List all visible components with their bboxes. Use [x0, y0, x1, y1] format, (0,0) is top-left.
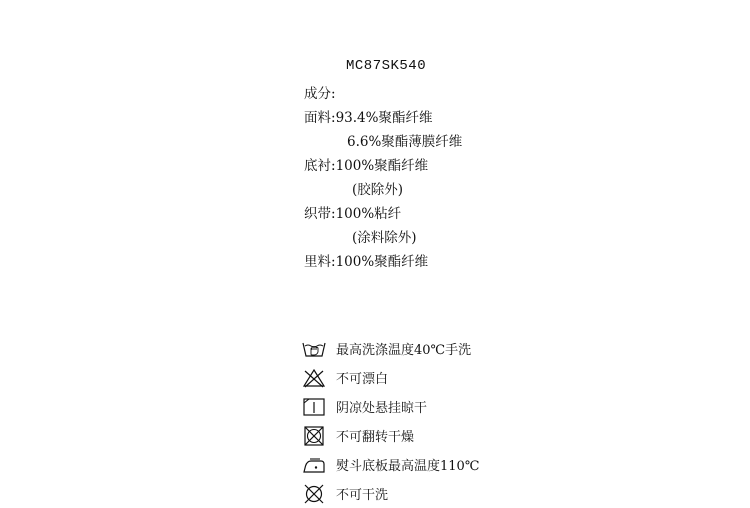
care-item-hand-wash: [302, 334, 479, 363]
composition-value: 93.4%聚酯纤维: [335, 110, 433, 126]
composition-label: 织带:: [304, 206, 336, 222]
care-instructions: [302, 334, 479, 508]
care-text: 不可漂白: [336, 372, 389, 387]
no-tumble-dry-icon: [302, 426, 326, 446]
care-text: 阴凉处悬挂晾干: [336, 401, 428, 416]
composition-value: 6.6%聚酯薄膜纤维: [347, 134, 463, 150]
composition-line: [304, 154, 462, 178]
composition-label: 面料:: [304, 110, 336, 126]
care-item-iron: [302, 450, 479, 479]
care-text: 不可翻转干燥: [336, 430, 415, 445]
care-item-line-dry-shade: [302, 392, 479, 421]
line-dry-shade-icon: [302, 397, 326, 417]
composition-value: 100%聚酯纤维: [335, 254, 429, 270]
care-text: 不可干洗: [336, 488, 389, 503]
composition-label: 里料:: [304, 254, 336, 270]
no-dry-clean-icon: [302, 484, 326, 504]
care-item-no-tumble-dry: [302, 421, 479, 450]
composition-line: [304, 106, 462, 130]
composition-section: [304, 82, 462, 274]
care-item-no-dry-clean: [302, 479, 479, 508]
iron-icon: [302, 455, 326, 475]
composition-line: [304, 250, 462, 274]
care-item-no-bleach: [302, 363, 479, 392]
composition-value: 100%聚酯纤维: [335, 158, 429, 174]
composition-line: [304, 178, 462, 202]
care-text: 熨斗底板最高温度110℃: [336, 459, 480, 474]
composition-value: (胶除外): [352, 182, 404, 198]
composition-value: 100%粘纤: [335, 206, 402, 222]
composition-label: 底衬:: [304, 158, 336, 174]
composition-value: (涂料除外): [352, 230, 417, 246]
care-text: 最高洗涤温度40℃手洗: [336, 343, 472, 358]
composition-line: [304, 130, 462, 154]
composition-line: [304, 226, 462, 250]
no-bleach-icon: [302, 368, 326, 388]
hand-wash-icon: [302, 339, 326, 359]
composition-heading: 成分:: [304, 86, 336, 102]
product-code: MC87SK540: [346, 58, 427, 74]
composition-line: [304, 202, 462, 226]
